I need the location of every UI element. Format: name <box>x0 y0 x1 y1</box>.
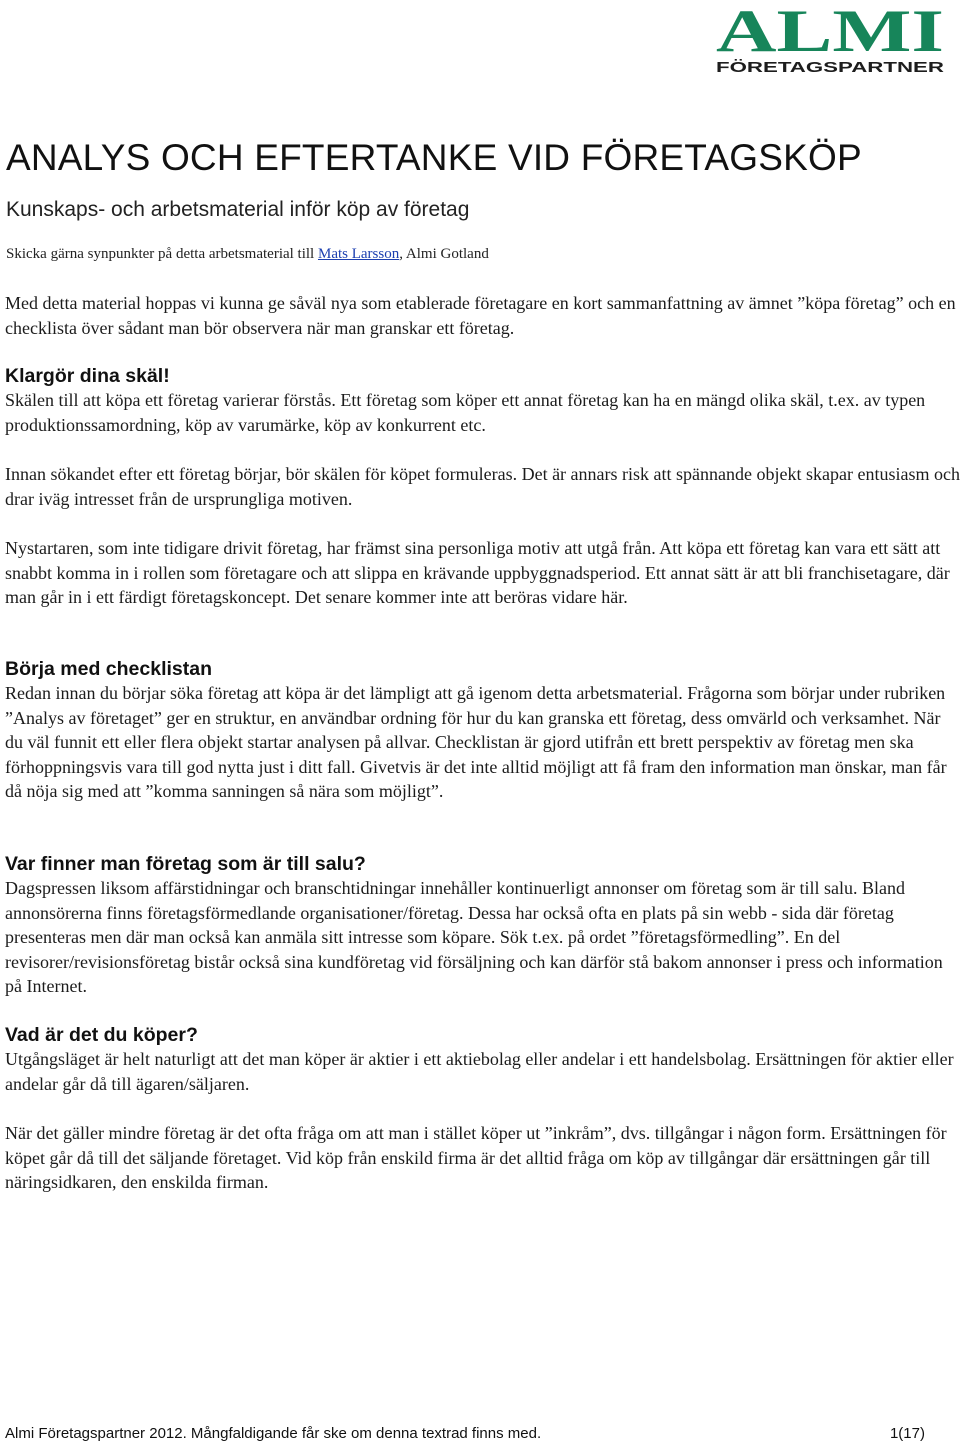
section-paragraph: Skälen till att köpa ett företag varierar förstås. Ett företag som köper ett annat företag kan ha en mängd olika skäl, t.ex. av typen produktionssamordning, köp av varumärke, köp av konkurrent etc. <box>5 390 926 435</box>
page-subtitle: Kunskaps- och arbetsmaterial inför köp av företag <box>6 198 470 221</box>
section-heading: Var finner man företag som är till salu? <box>5 853 366 875</box>
section-vad-kopes-cont <box>5 1121 960 1195</box>
section-vad-kopes <box>5 1023 960 1096</box>
section-heading: Börja med checklistan <box>5 658 212 680</box>
footer-copyright: Almi Företagspartner 2012. Mångfaldigande får ske om denna textrad finns med. <box>5 1425 542 1442</box>
page-number: 1(17) <box>889 1425 925 1442</box>
intro-paragraph: Med detta material hoppas vi kunna ge såväl nya som etablerade företagare en kort sammanfattning av ämnet ”köpa företag” och en checklista över sådant man bör observera när man granskar ett företag. <box>5 293 956 338</box>
logo-wordmark: ALMI <box>716 2 944 64</box>
section-heading: Klargör dina skäl! <box>5 365 170 387</box>
section-paragraph: Dagspressen liksom affärstidningar och branschtidningar innehåller kontinuerligt annonser om företag som är till salu. Bland annonsörerna finns företagsförmedlande organisationer/företag. Dessa har också ofta en plats på sin webb - sida där företag presenteras men där man också kan anmäla sitt intresse som köpare. Sök t.ex. på ordet ”företagsförmedling”. En del revisorer/revisionsföretag bistår också sina kundföretag vid försäljning och kan därför stå bakom annonser i press och information på Internet. <box>5 878 943 997</box>
section-paragraph: Nystartaren, som inte tidigare drivit företag, har främst sina personliga motiv att utgå från. Att köpa ett företag kan vara ett sätt att snabbt komma in i rollen som företagare och att slippa en krävande uppbyggnadsperiod. Ett annat sätt är att bli franchisetagare, där man går in i ett färdigt företagskoncept. Det senare kommer inte att beröras vidare här. <box>5 538 950 608</box>
intro-block <box>5 291 960 340</box>
logo-tagline: FÖRETAGSPARTNER <box>716 59 945 74</box>
page-title: ANALYS OCH EFTERTANKE VID FÖRETAGSKÖP <box>6 137 862 178</box>
section-checklistan <box>5 657 960 804</box>
section-klargor <box>5 364 960 437</box>
section-till-salu <box>5 852 960 999</box>
section-paragraph: Redan innan du börjar söka företag att köpa är det lämpligt att gå igenom detta arbetsmaterial. Frågorna som börjar under rubriken ”Analys av företaget” ger en struktur, en användbar ordning för hur du kan granska ett företag, dess omvärld och verksamhet. När du väl funnit ett eller flera objekt startar analysen på allvar. Checklistan är gjord utifrån ett brett perspektiv av företag men ska förhoppningsvis vara till god nytta just i ditt fall. Givetvis är det inte alltid möjligt att få fram den information man önskar, man får då nöja sig med att ”komma sanningen så nära som möjligt”. <box>5 683 947 802</box>
section-klargor-cont2 <box>5 536 960 610</box>
section-paragraph: Utgångsläget är helt naturligt att det man köper är aktier i ett aktiebolag eller andelar i ett handelsbolag. Ersättningen för aktier eller andelar går då till ägaren/säljaren. <box>5 1049 954 1094</box>
section-heading: Vad är det du köper? <box>5 1024 198 1046</box>
contact-link[interactable]: Mats Larsson <box>317 246 400 262</box>
section-paragraph: Innan sökandet efter ett företag börjar, bör skälen för köpet formuleras. Det är annars risk att spännande objekt skapar entusiasm och drar iväg intresset från de ursprungliga motiven. <box>5 464 960 509</box>
feedback-location: , Almi Gotland <box>399 246 489 262</box>
feedback-note <box>6 246 489 263</box>
almi-logo <box>714 2 946 74</box>
almi-logo-graphic <box>714 2 946 74</box>
section-klargor-cont <box>5 462 960 511</box>
page-footer <box>5 1425 925 1442</box>
section-paragraph: När det gäller mindre företag är det ofta fråga om att man i stället köper ut ”inkråm”, dvs. tillgångar i någon form. Ersättningen för köpet går då till det säljande företaget. Vid köp från enskild firma är det alltid fråga om köp av tillgångar där ersättningen går till näringsidkaren, den enskilda firman. <box>5 1123 947 1193</box>
feedback-text: Skicka gärna synpunkter på detta arbetsmaterial till <box>6 246 318 262</box>
